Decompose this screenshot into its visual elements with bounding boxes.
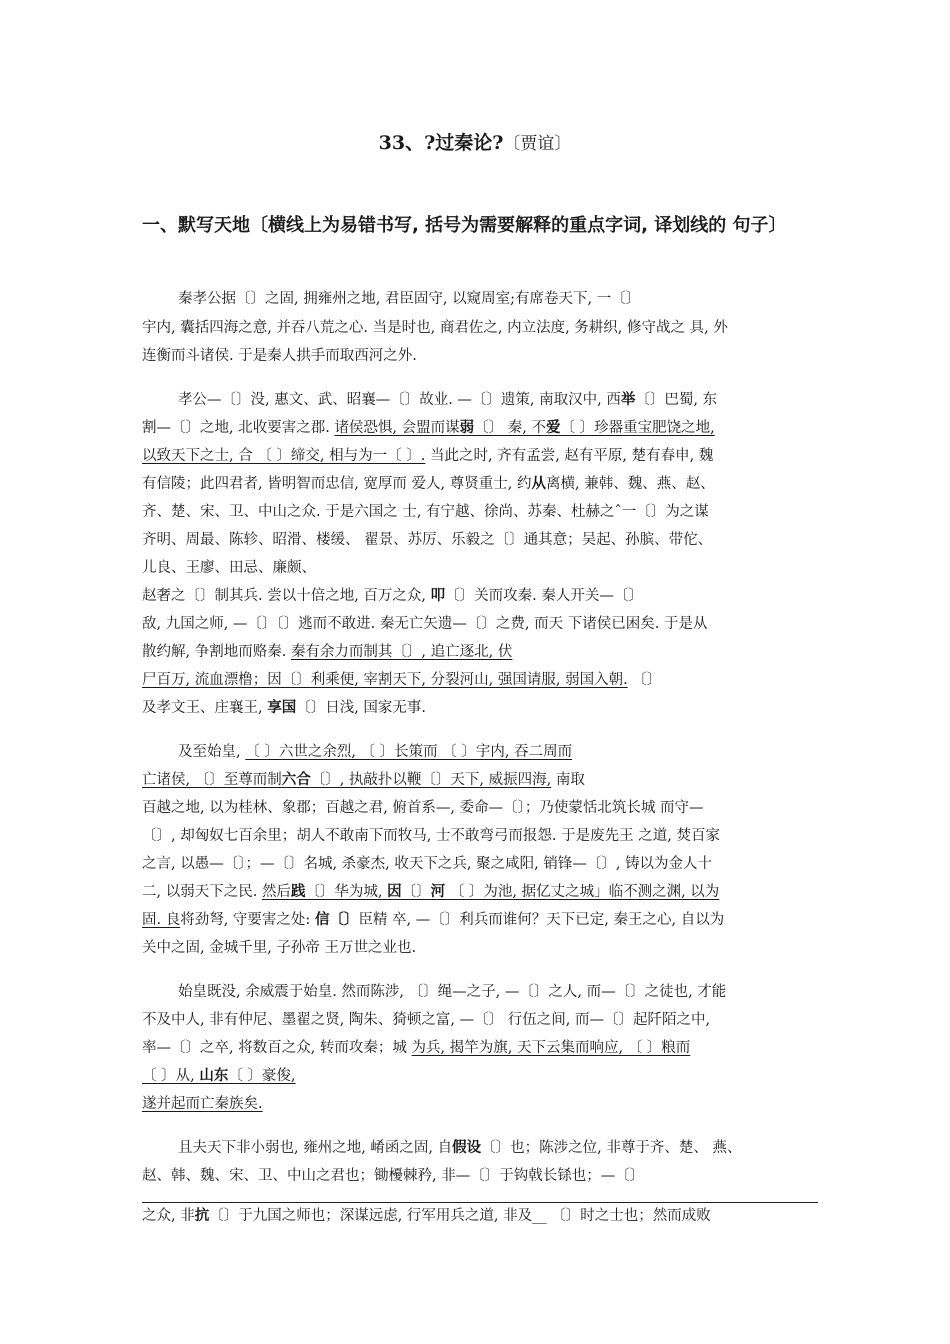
bold-text: 享国 [267, 700, 297, 716]
underlined-text: 山东 [199, 1068, 229, 1084]
text-line [142, 345, 417, 367]
text-segment: 敌, 九国之师, —〔〕〔〕逃而不敢进. 秦无亡矢遗—〔〕之费, 而天 下诸侯已困矣. 于是从 [142, 616, 708, 632]
text-line [142, 669, 661, 691]
underlined-text: 秦有余力而制其〔〕, 追亡逐北, 伏 [290, 644, 513, 660]
underlined-text: 亡诸侯, 〔〕至尊而制 [142, 772, 282, 788]
bold-text: 叩 [430, 588, 446, 604]
text-segment: 〔〕巴蜀, 东 [635, 392, 718, 408]
text-segment: 〔〕日浅, 国家无事. [296, 700, 427, 716]
text-segment: 及孝文王、庄襄王, [142, 700, 268, 716]
text-segment: 赵、韩、魏、宋、卫、中山之君也；锄櫌棘矜, 非—〔〕于钩戟长铩也；—〔〕 [142, 1168, 645, 1184]
text-line [142, 881, 719, 903]
underlined-text: 为兵, 揭竿为旗, 天下云集而响应, 〔 〕粮而 [411, 1040, 691, 1056]
text-segment: 连衡而斗诸侯. 于是秦人拱手而取西河之外. [142, 348, 417, 364]
text-segment: 宇内, 囊括四海之意, 并吞八荒之心. 当是时也, 商君佐之, 内立法度, 务耕织, 修守战之 具, 外 [142, 320, 728, 336]
text-line [142, 557, 316, 579]
underlined-text: 诸侯恐惧, 会盟而谋 [334, 420, 460, 436]
text-line [178, 981, 726, 1003]
text-line [142, 1065, 296, 1087]
title-main: 33、?过秦论? [378, 132, 504, 154]
underlined-text: 以致天下之士, 合 〔 〕缔交, 相与为一〔 〕. [142, 448, 426, 464]
bold-text: 抗 [194, 1208, 210, 1224]
text-line [142, 909, 724, 931]
text-line [142, 797, 704, 819]
underlined-text: 〔 〕豪俊, [228, 1068, 296, 1084]
text-segment: 有信陵；此四君者, 皆明智而忠信, 宽厚而 爱人, 尊贤重士, 约 [142, 476, 532, 492]
text-line [142, 317, 728, 339]
text-segment: 二, 以弱天下之民. [142, 884, 262, 900]
text-segment: 割—〔〕之地, 北收要害之郡. [142, 420, 335, 436]
text-segment: 将劲弩, 守要害之处: [180, 912, 315, 928]
bold-text: 举 [620, 392, 636, 408]
underlined-text: 〔 〕从, [142, 1068, 200, 1084]
underlined-text: 践 [290, 884, 306, 900]
underlined-text: 弱 [459, 420, 475, 436]
underlined-text: 〔〕 秦, 不 [474, 420, 546, 436]
underlined-text: 遂并起而亡秦族矣. [142, 1096, 263, 1112]
text-line [142, 529, 712, 551]
text-line [178, 741, 572, 763]
text-line [142, 473, 715, 495]
bold-text: 假设 [452, 1140, 482, 1156]
page-title [0, 128, 950, 155]
text-line [142, 445, 713, 467]
text-line [142, 825, 720, 847]
text-segment: 百越之地, 以为桂林、象郡；百越之君, 俯首系—, 委命—〔〕；乃使蒙恬北筑长城 而守— [142, 800, 704, 816]
bottom-rule [142, 1202, 818, 1203]
text-line [142, 1165, 644, 1187]
text-line [178, 1137, 741, 1159]
underlined-text: 〔 〕六世之余烈, 〔 〕长策而 〔 〕宇内, 吞二周而 [245, 744, 573, 760]
title-author: 〔贾谊〕 [503, 134, 572, 154]
text-line [178, 389, 717, 411]
underlined-text: 〔〕 [401, 884, 431, 900]
underlined-text: 〔 〕珍器重宝肥饶之地, [560, 420, 715, 436]
bold-text: 信〔〕 [314, 912, 359, 928]
text-segment: 齐、楚、宋、卫、中山之众. 于是六国之 士, 有宁越、徐尚、苏秦、杜赫之ˆ一〔〕为之谋 [142, 504, 709, 520]
text-line [142, 585, 643, 607]
text-segment: 及至始皇, [178, 744, 246, 760]
text-line [142, 1093, 263, 1115]
underlined-text: 然后 [261, 884, 291, 900]
text-line [142, 1205, 711, 1227]
underlined-text: 〔〕, 执敲扑以鞭〔〕天下, 威振四海, [310, 772, 552, 788]
text-segment: 儿良、王廖、田忌、廉颇、 [142, 560, 316, 576]
underlined-text: 固. 良 [142, 912, 181, 928]
text-line [142, 501, 709, 523]
text-line [142, 641, 512, 663]
text-segment: 〔〕 [627, 672, 662, 688]
text-segment: 且夫天下非小弱也, 雍州之地, 崤函之固, 自 [178, 1140, 453, 1156]
text-line [142, 697, 426, 719]
text-segment: 南取 [551, 772, 585, 788]
underlined-text: 河 [430, 884, 446, 900]
text-segment: 〔〕, 却匈奴七百余里；胡人不敢南下而牧马, 士不敢弯弓而报怨. 于是废先王 之道, 焚百家 [142, 828, 720, 844]
underlined-text: 六合 [281, 772, 311, 788]
text-segment: 〔〕于九国之师也；深谋远虑, 行军用兵之道, 非及__ 〔〕时之士也；然而成败 [209, 1208, 711, 1224]
underlined-text: 因 [387, 884, 402, 900]
text-line [142, 1009, 710, 1031]
text-segment: 臣精 卒, —〔〕利兵而谁何？天下已定, 秦王之心, 自以为 [358, 912, 725, 928]
text-line [142, 769, 585, 791]
text-line [142, 1037, 690, 1059]
underlined-text: 〔 〕为池, 据亿丈之城」临不测之渊, 以为 [445, 884, 720, 900]
text-segment: 秦孝公据〔〕之固, 拥雍州之地, 君臣固守, 以窥周室;有席卷天下, 一〔〕 [178, 291, 641, 307]
text-line [142, 417, 715, 439]
text-segment: 不及中人, 非有仲尼、墨翟之贤, 陶朱、猗顿之富, —〔〕 行伍之间, 而—〔〕起阡陌之中, [142, 1012, 711, 1028]
text-segment: 齐明、周最、陈轸、昭滑、楼缓、 翟景、苏厉、乐毅之〔〕通其意；吴起、孙膑、带佗、 [142, 532, 713, 548]
text-segment: 关中之固, 金城千里, 子孙帝 王万世之业也. [142, 940, 417, 956]
text-segment: 当此之时, 齐有孟尝, 赵有平原, 楚有春申, 魏 [425, 448, 714, 464]
section-heading: 一、默写天地〔横线上为易错书写, 括号为需要解释的重点字词, 译划线的 句子〕 [142, 215, 787, 236]
text-segment: 〔〕关而攻秦. 秦人开关—〔〕 [445, 588, 643, 604]
underlined-text: 〔〕华为城, [305, 884, 388, 900]
text-segment: 孝公—〔〕没, 惠文、武、昭襄—〔〕故业. —〔〕遗策, 南取汉中, 西 [178, 392, 621, 408]
text-line [178, 288, 640, 310]
text-segment: 赵奢之〔〕制其兵. 尝以十倍之地, 百万之众, [142, 588, 431, 604]
bold-text: 从 [531, 476, 546, 492]
text-line [142, 853, 712, 875]
underlined-text: 尸百万, 流血漂橹；因〔〕利乘便, 宰割天下, 分裂河山, 强国请服, 弱国入朝. [142, 672, 628, 688]
text-segment: 散约解, 争割地而赂秦. [142, 644, 291, 660]
text-segment: 〔〕也；陈涉之位, 非尊于齐、楚、 燕、 [481, 1140, 742, 1156]
text-segment: 之言, 以愚—〔〕；—〔〕名城, 杀豪杰, 收天下之兵, 聚之咸阳, 销锋—〔〕, 铸以为金人十 [142, 856, 713, 872]
text-segment: 之众, 非 [142, 1208, 195, 1224]
underlined-text: 爱 [545, 420, 561, 436]
text-segment: 始皇既没, 余威震于始皇. 然而陈涉, 〔〕绳—之子, —〔〕之人, 而—〔〕之徒也, 才能 [178, 984, 727, 1000]
text-line [142, 613, 707, 635]
text-line [142, 937, 416, 959]
text-segment: 离横, 兼韩、魏、燕、赵、 [545, 476, 715, 492]
text-segment: 率—〔〕之卒, 将数百之众, 转而攻秦；城 [142, 1040, 412, 1056]
